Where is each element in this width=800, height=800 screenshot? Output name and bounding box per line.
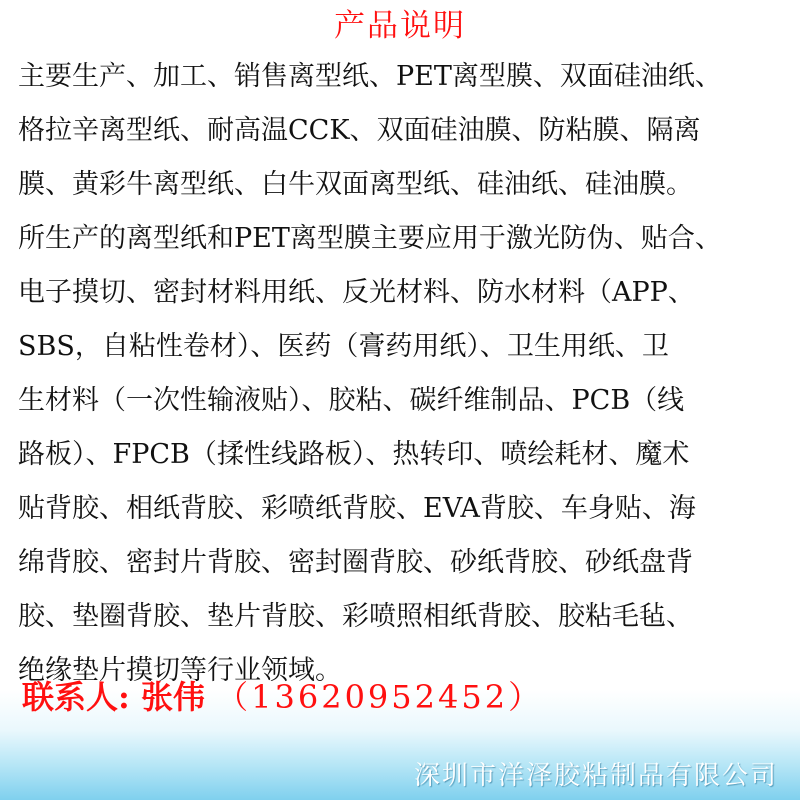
- description-line: SBS，自粘性卷材）、医药（膏药用纸）、卫生用纸、卫: [18, 331, 669, 362]
- contact-line: [22, 672, 782, 722]
- contact-name: 张伟: [140, 678, 205, 716]
- description-line: 生材料（一次性输液贴）、胶粘、碳纤维制品、PCB（线: [18, 385, 685, 416]
- product-description: [18, 50, 788, 698]
- description-line: 绵背胶、密封片背胶、密封圈背胶、砂纸背胶、砂纸盘背: [18, 547, 693, 578]
- page-title: 产品说明: [334, 8, 466, 44]
- description-line: 电子摸切、密封材料用纸、反光材料、防水材料（APP、: [18, 277, 695, 308]
- description-line: 胶、垫圈背胶、垫片背胶、彩喷照相纸背胶、胶粘毛毡、: [18, 601, 693, 632]
- contact-phone: （13620952452）: [216, 678, 544, 716]
- description-line: 格拉辛离型纸、耐高温CCK、双面硅油膜、防粘膜、隔离: [18, 115, 701, 146]
- description-line: 所生产的离型纸和PET离型膜主要应用于激光防伪、贴合、: [18, 223, 722, 254]
- description-line: 路板）、FPCB（揉性线路板）、热转印、喷绘耗材、魔术: [18, 439, 690, 470]
- description-line: 膜、黄彩牛离型纸、白牛双面离型纸、硅油纸、硅油膜。: [18, 169, 693, 200]
- description-line: 主要生产、加工、销售离型纸、PET离型膜、双面硅油纸、: [18, 61, 722, 92]
- description-line: 贴背胶、相纸背胶、彩喷纸背胶、EVA背胶、车身贴、海: [18, 493, 696, 524]
- contact-label: 联系人:: [22, 678, 130, 716]
- description-line: 绝缘垫片摸切等行业领域。: [18, 655, 342, 686]
- company-name: 深圳市洋泽胶粘制品有限公司: [413, 761, 778, 791]
